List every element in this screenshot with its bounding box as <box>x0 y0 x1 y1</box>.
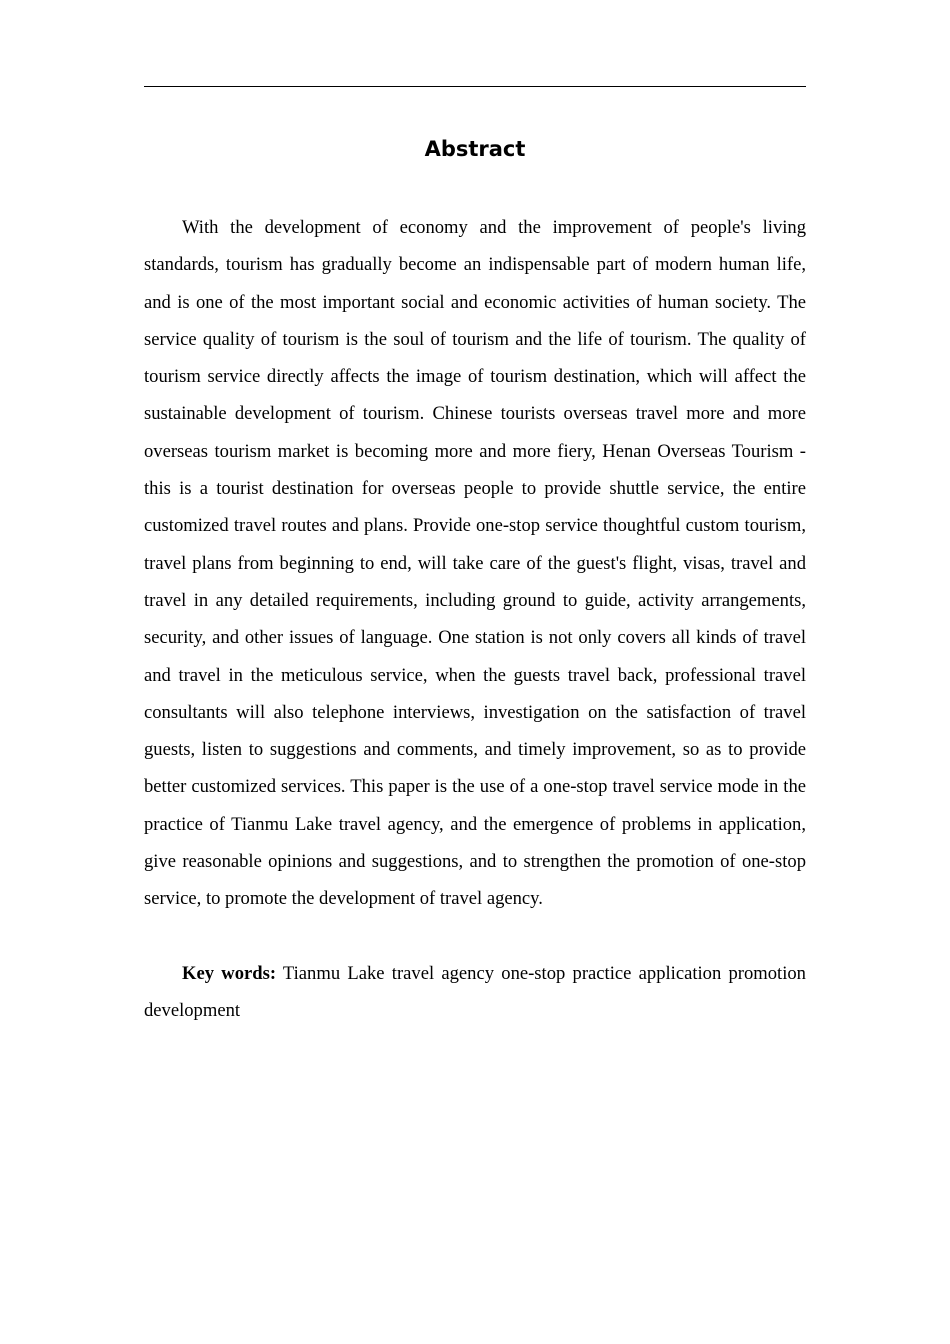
keywords-text: Tianmu Lake travel agency one-stop practice application promotion development <box>144 963 806 1022</box>
keywords-paragraph <box>144 955 806 1030</box>
keywords-label: Key words: <box>182 963 277 984</box>
header-rule <box>144 86 806 87</box>
page-title: Abstract <box>424 137 526 161</box>
abstract-body: With the development of economy and the improvement of people's living standards, tourism has gradually become an indispensable part of modern human life, and is one of the most important social and economic activities of human society. The service quality of tourism is the soul of tourism and the life of tourism. The quality of tourism service directly affects the image of tourism destination, which will affect the sustainable development of tourism. Chinese tourists overseas travel more and more overseas tourism market is becoming more and more fiery, Henan Overseas Tourism - this is a tourist destination for overseas people to provide shuttle service, the entire customized travel routes and plans. Provide one-stop service thoughtful custom tourism, travel plans from beginning to end, will take care of the guest's flight, visas, travel and travel in any detailed requirements, including ground to guide, activity arrangements, security, and other issues of language. One station is not only covers all kinds of travel and travel in the meticulous service, when the guests travel back, professional travel consultants will also telephone interviews, investigation on the satisfaction of travel guests, listen to suggestions and comments, and timely improvement, so as to provide better customized services. This paper is the use of a one-stop travel service mode in the practice of Tianmu Lake travel agency, and the emergence of problems in application, give reasonable opinions and suggestions, and to strengthen the promotion of one-stop service, to promote the development of travel agency. <box>144 217 806 910</box>
